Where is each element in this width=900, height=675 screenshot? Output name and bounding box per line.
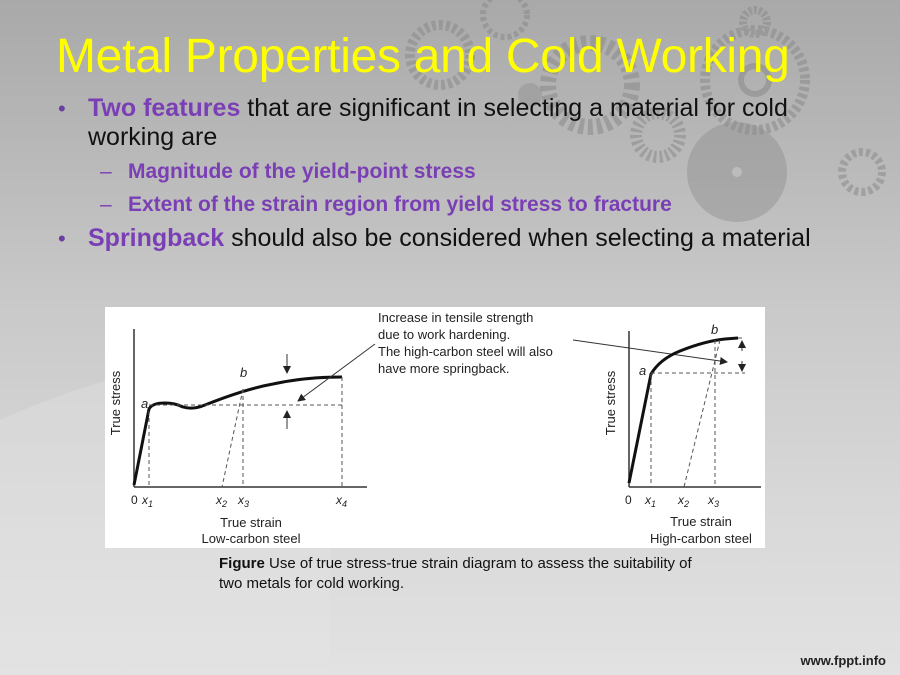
sub-bullet-item xyxy=(58,155,818,188)
gear-icon xyxy=(842,152,882,192)
annotation xyxy=(378,310,727,376)
svg-text:x3: $x_3$ xyxy=(708,493,720,509)
svg-text:Increase in tensile strength: Increase in tensile strength xyxy=(378,310,534,325)
svg-text:The high-carbon steel will als: The high-carbon steel will also xyxy=(378,344,553,359)
bullet-list xyxy=(58,94,818,253)
svg-text:x2: $x_2$ xyxy=(216,493,228,509)
svg-text:True stress: True stress xyxy=(108,370,123,436)
svg-text:True stress: True stress xyxy=(603,370,618,436)
svg-text:x3: $x_3$ xyxy=(238,493,250,509)
bullet-icon: • xyxy=(58,96,66,121)
bullet-text: should also be considered when selecting a material xyxy=(224,224,811,252)
sub-bullet-text: Extent of the strain region from yield stress to fracture xyxy=(128,193,672,216)
svg-text:True strain: True strain xyxy=(220,515,282,530)
bullet-icon: • xyxy=(58,226,66,251)
dash-icon: – xyxy=(100,160,112,183)
caption-label: Figure xyxy=(219,555,265,572)
svg-text:High-carbon steel: High-carbon steel xyxy=(650,531,752,546)
svg-text:a: a xyxy=(141,396,149,411)
bullet-item xyxy=(58,224,818,253)
svg-text:0: 0 xyxy=(625,493,632,507)
bullet-highlight: Springback xyxy=(88,224,225,252)
figure-caption xyxy=(219,554,699,594)
sub-bullet-item xyxy=(58,188,818,221)
svg-text:x1: $x_1$ xyxy=(142,493,154,509)
left-plot xyxy=(108,329,375,546)
svg-text:due to work hardening.: due to work hardening. xyxy=(378,327,511,342)
stress-strain-figure xyxy=(105,307,765,548)
dash-icon: – xyxy=(100,193,112,216)
svg-text:Low-carbon steel: Low-carbon steel xyxy=(201,531,301,546)
svg-text:a: a xyxy=(639,363,647,378)
svg-text:b: b xyxy=(240,365,248,380)
svg-text:have more springback.: have more springback. xyxy=(378,361,510,376)
svg-text:0: 0 xyxy=(131,493,138,507)
bullet-highlight: Two features xyxy=(88,94,241,122)
svg-text:x4: $x_4$ xyxy=(336,493,348,509)
svg-text:x1: $x_1$ xyxy=(645,493,657,509)
caption-text: Use of true stress-true strain diagram to assess the suitability of two metals for cold working. xyxy=(219,555,692,592)
svg-text:True strain: True strain xyxy=(670,514,732,529)
sub-bullet-text: Magnitude of the yield-point stress xyxy=(128,160,476,183)
svg-text:x2: $x_2$ xyxy=(678,493,690,509)
slide-title: Metal Properties and Cold Working xyxy=(56,30,790,83)
bullet-text: that are significant in selecting a material for cold working are xyxy=(88,94,788,151)
bullet-item xyxy=(58,94,818,152)
footer-watermark: www.fppt.info xyxy=(800,653,886,668)
svg-text:b: b xyxy=(711,322,719,337)
